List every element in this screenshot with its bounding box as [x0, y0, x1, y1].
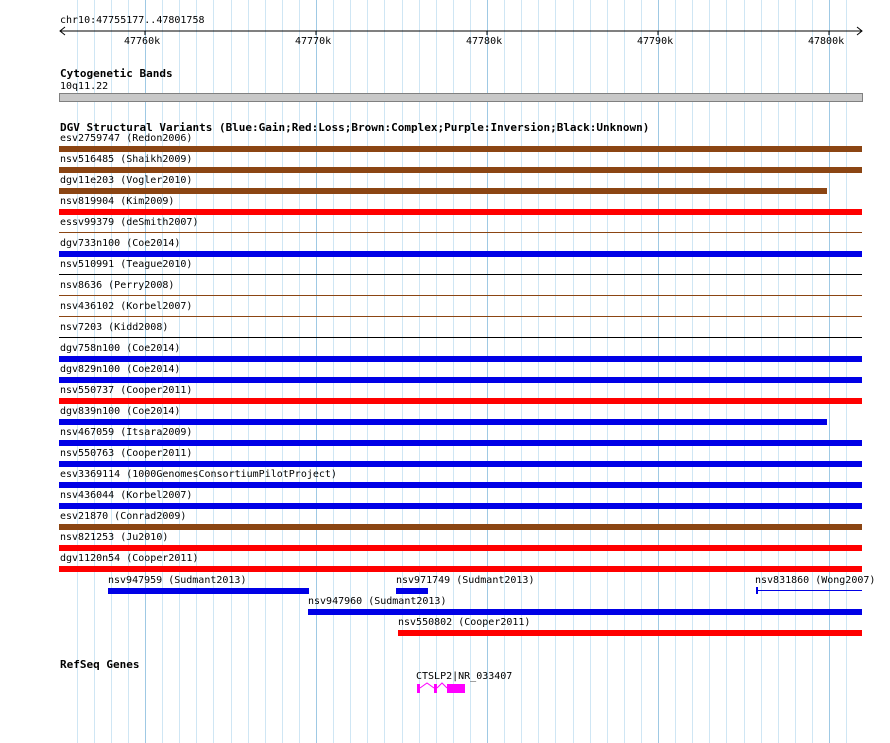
dgv-feature-bar[interactable]	[59, 545, 862, 551]
track-title-refseq: RefSeq Genes	[60, 658, 140, 671]
dgv-feature-label: dgv11e203 (Vogler2010)	[60, 175, 193, 186]
ruler-tick-label: 47780k	[466, 36, 503, 47]
grid-line	[316, 0, 317, 743]
track-title-dgv: DGV Structural Variants (Blue:Gain;Red:Loss;Brown:Complex;Purple:Inversion;Black:Unknown)	[60, 121, 650, 134]
dgv-feature-label: nsv550737 (Cooper2011)	[60, 385, 193, 396]
dgv-feature-bar[interactable]	[59, 274, 862, 275]
ruler-location: chr10:47755177..47801758	[60, 15, 205, 26]
dgv-feature-label: dgv758n100 (Coe2014)	[60, 343, 181, 354]
ruler-axis[interactable]	[56, 24, 866, 46]
dgv-feature-bar[interactable]	[59, 419, 827, 425]
grid-line	[282, 0, 283, 743]
ruler-tick-label: 47800k	[808, 36, 845, 47]
dgv-feature-bar[interactable]	[59, 398, 862, 404]
dgv-feature-bar[interactable]	[396, 588, 428, 594]
dgv-feature-label: nsv947959 (Sudmant2013)	[108, 575, 247, 586]
gene-exon	[447, 684, 451, 693]
dgv-feature-bar[interactable]	[756, 590, 862, 591]
dgv-feature-bar[interactable]	[108, 588, 309, 594]
dgv-feature-label: nsv821253 (Ju2010)	[60, 532, 169, 543]
dgv-feature-bar[interactable]	[59, 356, 862, 362]
ruler-tick-label: 47790k	[637, 36, 674, 47]
dgv-feature-bar[interactable]	[59, 232, 862, 233]
dgv-feature-label: nsv436102 (Korbel2007)	[60, 301, 193, 312]
dgv-feature-bar[interactable]	[59, 146, 862, 152]
dgv-feature-bar[interactable]	[59, 482, 862, 488]
grid-line	[213, 0, 214, 743]
gene-exon	[417, 684, 420, 693]
dgv-feature-label: esv3369114 (1000GenomesConsortiumPilotProject)	[60, 469, 337, 480]
dgv-feature-label: esv21870 (Conrad2009)	[60, 511, 187, 522]
dgv-feature-bar[interactable]	[59, 566, 862, 572]
dgv-feature-bar[interactable]	[59, 377, 862, 383]
grid-line	[384, 0, 385, 743]
dgv-feature-bar[interactable]	[59, 188, 827, 194]
grid-line	[265, 0, 266, 743]
grid-line	[231, 0, 232, 743]
dgv-feature-label: nsv467059 (Itsara2009)	[60, 427, 193, 438]
dgv-feature-bar[interactable]	[59, 440, 862, 446]
dgv-feature-label: nsv436044 (Korbel2007)	[60, 490, 193, 501]
dgv-feature-bar[interactable]	[59, 167, 862, 173]
dgv-feature-bar[interactable]	[308, 609, 862, 615]
dgv-feature-bar[interactable]	[59, 209, 862, 215]
dgv-feature-bar[interactable]	[59, 524, 862, 530]
gene-exon	[451, 684, 465, 693]
dgv-feature-label: nsv516485 (Shaikh2009)	[60, 154, 193, 165]
gene-model-ctslp2[interactable]	[414, 682, 470, 696]
gene-intron	[437, 683, 447, 688]
gene-label: CTSLP2|NR_033407	[416, 671, 513, 682]
grid-line	[350, 0, 351, 743]
dgv-feature-bar[interactable]	[59, 337, 862, 338]
dgv-feature-bar[interactable]	[59, 503, 862, 509]
dgv-feature-label: dgv1120n54 (Cooper2011)	[60, 553, 199, 564]
dgv-feature-label: nsv947960 (Sudmant2013)	[308, 596, 447, 607]
dgv-feature-label: dgv733n100 (Coe2014)	[60, 238, 181, 249]
dgv-feature-label: nsv550802 (Cooper2011)	[398, 617, 531, 628]
dgv-feature-label: esv2759747 (Redon2006)	[60, 133, 193, 144]
dgv-feature-label: essv99379 (deSmith2007)	[60, 217, 199, 228]
grid-line	[333, 0, 334, 743]
track-title-cytobands: Cytogenetic Bands	[60, 67, 173, 80]
dgv-feature-bar[interactable]	[59, 295, 862, 296]
dgv-feature-label: nsv510991 (Teague2010)	[60, 259, 193, 270]
grid-line	[196, 0, 197, 743]
grid-line	[367, 0, 368, 743]
dgv-feature-label: nsv971749 (Sudmant2013)	[396, 575, 535, 586]
grid-line	[248, 0, 249, 743]
dgv-feature-label: nsv819904 (Kim2009)	[60, 196, 175, 207]
dgv-feature-bar[interactable]	[59, 461, 862, 467]
grid-line	[299, 0, 300, 743]
gene-intron	[420, 683, 434, 688]
dgv-feature-bar[interactable]	[59, 316, 862, 317]
gene-exon	[434, 684, 437, 693]
dgv-feature-label: nsv7203 (Kidd2008)	[60, 322, 169, 333]
cytoband-bar[interactable]	[59, 93, 863, 102]
dgv-feature-label: nsv550763 (Cooper2011)	[60, 448, 193, 459]
dgv-feature-label: nsv831860 (Wong2007)	[755, 575, 876, 586]
dgv-feature-bar[interactable]	[59, 251, 862, 257]
ruler-tick-label: 47770k	[295, 36, 332, 47]
dgv-feature-label: dgv829n100 (Coe2014)	[60, 364, 181, 375]
dgv-feature-label: nsv8636 (Perry2008)	[60, 280, 175, 291]
dgv-feature-bar-start	[756, 587, 758, 594]
dgv-feature-bar[interactable]	[398, 630, 862, 636]
dgv-feature-label: dgv839n100 (Coe2014)	[60, 406, 181, 417]
cytoband-label: 10q11.22	[60, 81, 109, 92]
ruler-tick-label: 47760k	[124, 36, 161, 47]
